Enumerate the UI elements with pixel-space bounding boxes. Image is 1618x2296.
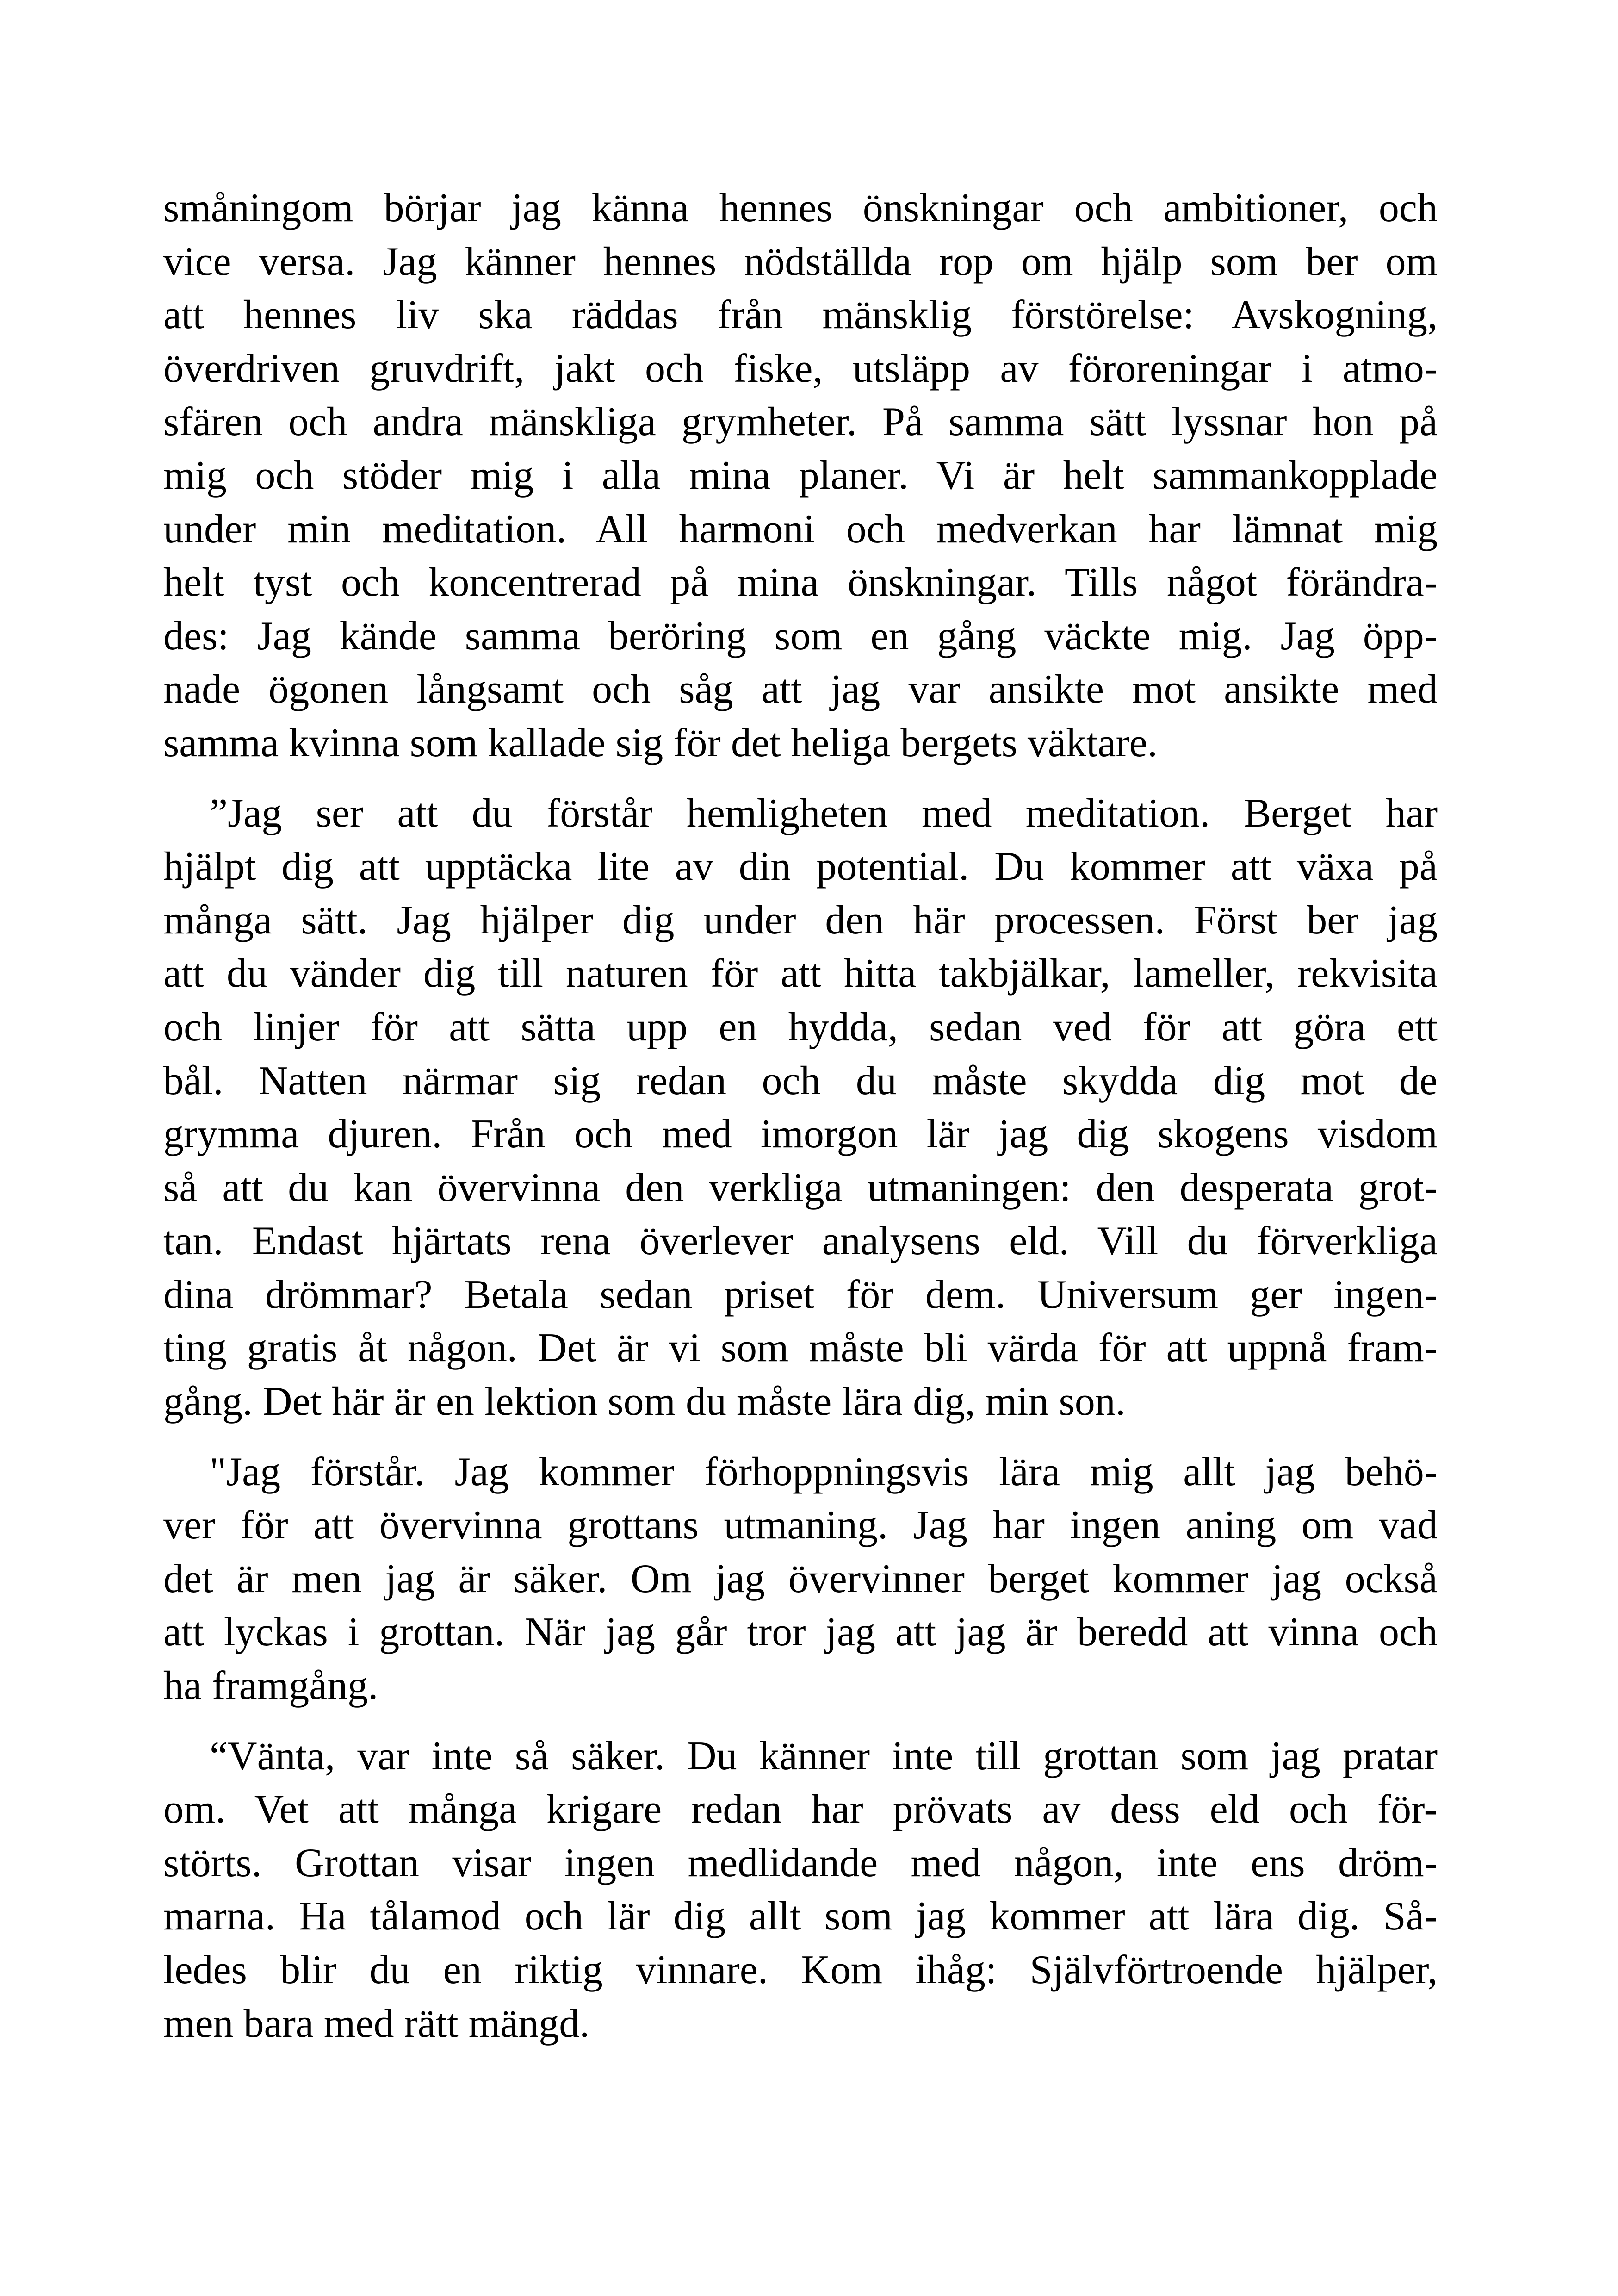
text-line: sfären och andra mänskliga grymheter. På samma sätt lyssnar hon på xyxy=(163,399,1438,445)
text-line: ha framgång. xyxy=(163,1663,378,1709)
paragraph-2 xyxy=(163,787,1438,1429)
text-line: att lyckas i grottan. När jag går tror jag att jag är beredd att vinna och xyxy=(163,1610,1438,1655)
text-line: ledes blir du en riktig vinnare. Kom ihåg: Självförtroende hjälper, xyxy=(163,1948,1438,1992)
text-line: om. Vet att många krigare redan har prövats av dess eld och för- xyxy=(163,1787,1438,1832)
body-text xyxy=(163,181,1438,2050)
text-line: gång. Det här är en lektion som du måste lära dig, min son. xyxy=(163,1379,1126,1425)
text-line: nade ögonen långsamt och såg att jag var ansikte mot ansikte med xyxy=(163,667,1438,712)
text-line: marna. Ha tålamod och lär dig allt som jag kommer att lära dig. Så- xyxy=(163,1894,1438,1939)
text-line: att hennes liv ska räddas från mänsklig förstörelse: Avskogning, xyxy=(163,292,1438,338)
text-line: helt tyst och koncentrerad på mina önskningar. Tills något förändra- xyxy=(163,560,1438,605)
text-line: så att du kan övervinna den verkliga utmaningen: den desperata grot- xyxy=(163,1165,1438,1210)
text-line: det är men jag är säker. Om jag övervinner berget kommer jag också xyxy=(163,1556,1438,1601)
text-line: ting gratis åt någon. Det är vi som måste bli värda för att uppnå fram- xyxy=(163,1325,1438,1371)
text-line: tan. Endast hjärtats rena överlever analysens eld. Vill du förverkliga xyxy=(163,1219,1438,1264)
text-line: och linjer för att sätta upp en hydda, sedan ved för att göra ett xyxy=(163,1004,1438,1050)
text-line: bål. Natten närmar sig redan och du måste skydda dig mot de xyxy=(163,1058,1438,1103)
text-line: under min meditation. All harmoni och medverkan har lämnat mig xyxy=(163,506,1438,552)
text-line: grymma djuren. Från och med imorgon lär jag dig skogens visdom xyxy=(163,1112,1438,1157)
paragraph-1 xyxy=(163,181,1438,770)
text-line: många sätt. Jag hjälper dig under den här processen. Först ber jag xyxy=(163,897,1438,943)
text-line: des: Jag kände samma beröring som en gång väckte mig. Jag öpp- xyxy=(163,613,1438,659)
text-line: småningom börjar jag känna hennes önskningar och ambitioner, och xyxy=(163,186,1438,230)
text-line: ”Jag ser att du förstår hemligheten med meditation. Berget har xyxy=(210,790,1438,836)
text-line: "Jag förstår. Jag kommer förhoppningsvis lära mig allt jag behö- xyxy=(210,1449,1438,1494)
text-line: överdriven gruvdrift, jakt och fiske, utsläpp av föroreningar i atmo- xyxy=(163,346,1438,391)
text-line: mig och stöder mig i alla mina planer. Vi är helt sammankopplade xyxy=(163,453,1438,498)
text-line: samma kvinna som kallade sig för det heliga bergets väktare. xyxy=(163,720,1158,765)
text-line: att du vänder dig till naturen för att hitta takbjälkar, lameller, rekvisita xyxy=(163,951,1438,996)
text-line: “Vänta, var inte så säker. Du känner inte till grottan som jag pratar xyxy=(210,1733,1438,1779)
paragraph-4 xyxy=(163,1730,1438,2051)
text-line: ver för att övervinna grottans utmaning. Jag har ingen aning om vad xyxy=(163,1503,1438,1548)
paragraph-3 xyxy=(163,1445,1438,1713)
text-line: dina drömmar? Betala sedan priset för dem. Universum ger ingen- xyxy=(163,1272,1438,1317)
text-line: men bara med rätt mängd. xyxy=(163,2001,590,2046)
text-line: störts. Grottan visar ingen medlidande med någon, inte ens dröm- xyxy=(163,1840,1438,1885)
text-line: vice versa. Jag känner hennes nödställda rop om hjälp som ber om xyxy=(163,239,1438,284)
text-line: hjälpt dig att upptäcka lite av din potential. Du kommer att växa på xyxy=(163,844,1438,890)
